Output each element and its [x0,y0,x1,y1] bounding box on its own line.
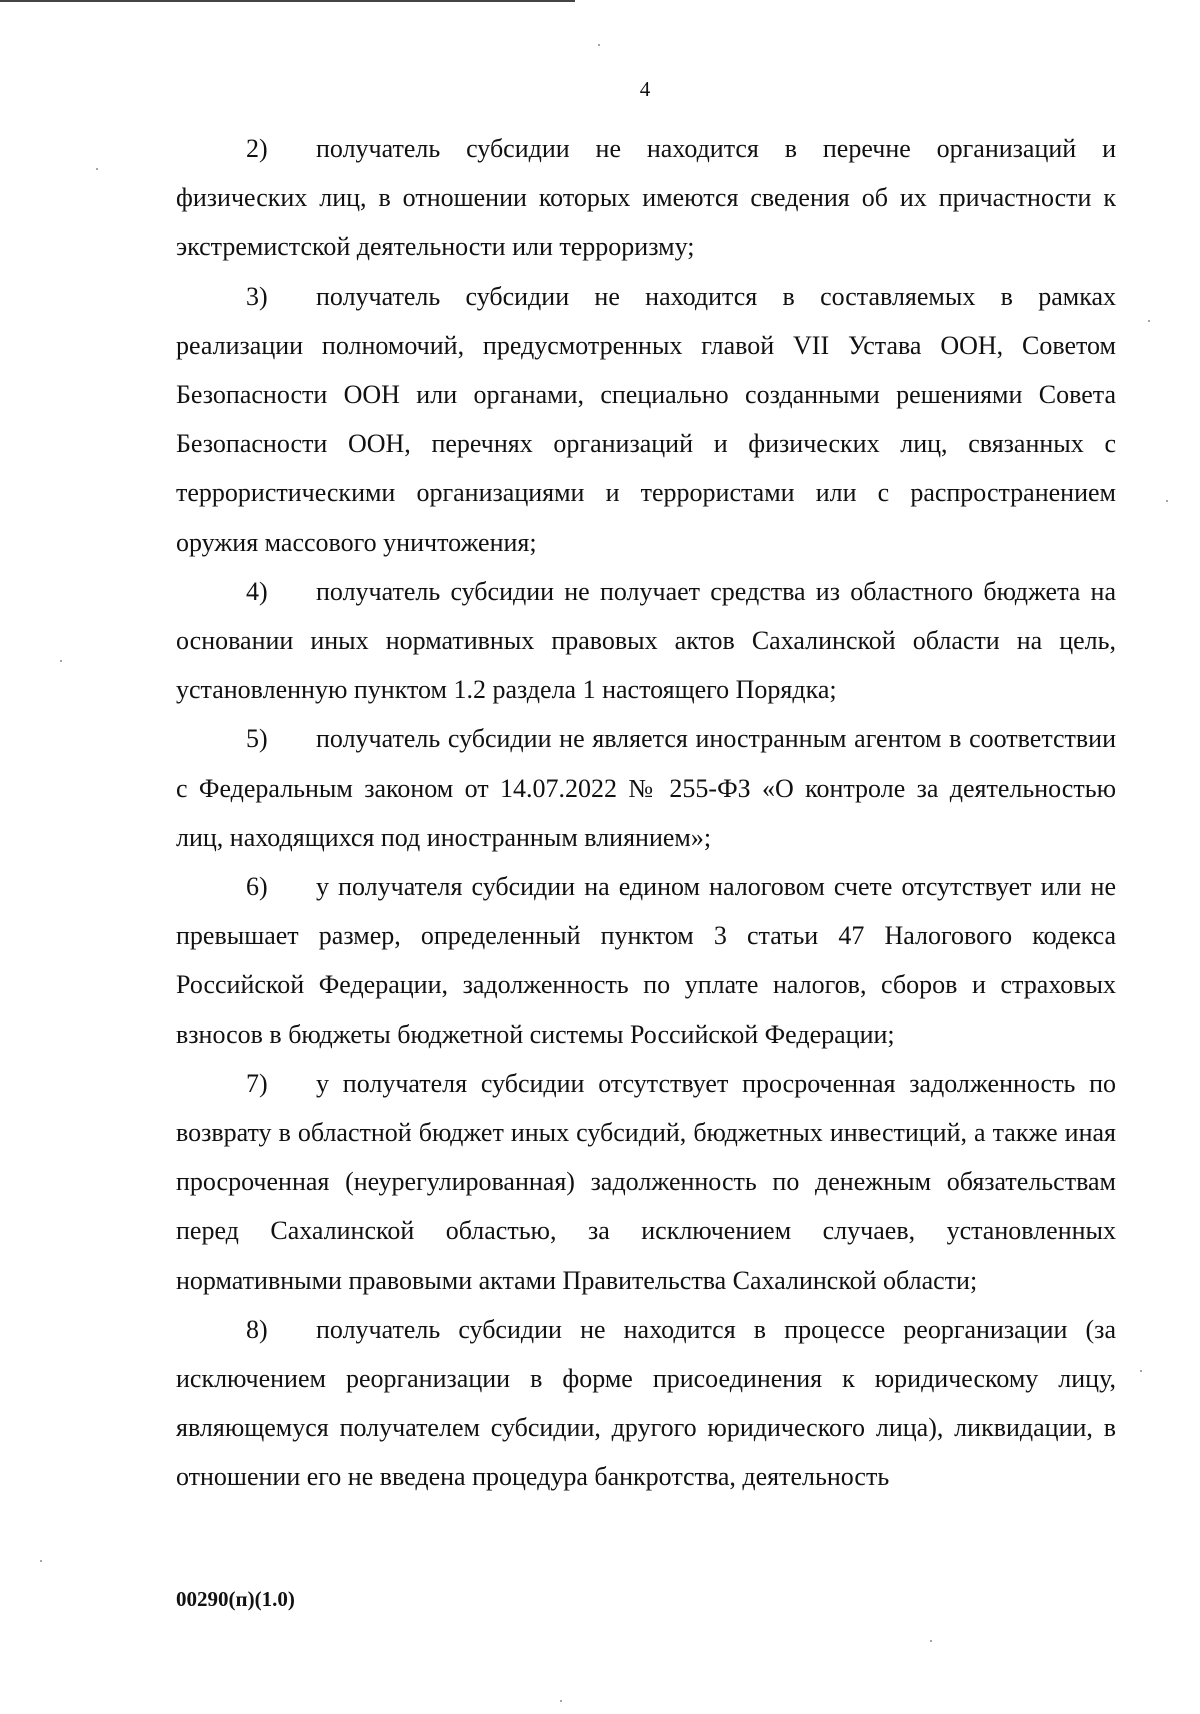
list-item-8 [176,1305,1116,1502]
scan-speck [560,1700,562,1702]
scan-top-edge-line [0,0,575,2]
scan-speck [1166,500,1168,502]
scan-speck [60,660,62,662]
list-item-text: получатель субсидии не получает средства из областного бюджета на основании иных нормативных правовых актов Сахалинской области на цель, установленную пунктом 1.2 раздела 1 настоящего Порядка; [176,576,1116,705]
document-body [176,124,1116,1502]
list-item-text: у получателя субсидии отсутствует просроченная задолженность по возврату в областной бюджет иных субсидий, бюджетных инвестиций, а также иная просроченная (неурегулированная) задолженность по денежным обязательствам перед Сахалинской областью, за исключением случаев, установленных нормативными правовыми актами Правительства Сахалинской области; [176,1068,1116,1295]
list-item-number: 4) [246,576,268,606]
list-item-5 [176,714,1116,862]
list-item-7 [176,1059,1116,1305]
list-item-number: 3) [246,281,268,311]
list-item-6 [176,862,1116,1059]
scan-speck [930,1640,932,1642]
scan-speck [40,1560,42,1562]
list-item-2 [176,124,1116,272]
scan-speck [598,44,600,46]
list-item-text: получатель субсидии не находится в процессе реорганизации (за исключением реорганизации в форме присоединения к юридическому лицу, являющемуся получателем субсидии, другого юридического лица), ликвидации, в отношении его не введена процедура банкротства, деятельность [176,1314,1116,1492]
document-code: 00290(п)(1.0) [176,1587,295,1611]
list-item-text: получатель субсидии не находится в составляемых в рамках реализации полномочий, предусмотренных главой VII Устава ООН, Советом Безопасности ООН или органами, специально созданными решениями Совета Безопасности ООН, перечнях организаций и физических лиц, связанных с террористическими организациями и террористами или с распространением оружия массового уничтожения; [176,281,1116,557]
list-item-number: 2) [246,134,268,163]
scan-speck [1148,320,1150,322]
list-item-3 [176,272,1116,567]
scan-speck [96,168,98,170]
list-item-number: 7) [246,1068,268,1098]
page-number: 4 [639,77,651,101]
list-item-number: 8) [246,1314,268,1344]
list-item-4 [176,567,1116,715]
scan-speck [1140,1370,1142,1372]
list-item-number: 5) [246,724,268,754]
list-item-text: у получателя субсидии на едином налоговом счете отсутствует или не превышает размер, определенный пунктом 3 статьи 47 Налогового кодекса Российской Федерации, задолженность по уплате налогов, сборов и страховых взносов в бюджеты бюджетной системы Российской Федерации; [176,872,1116,1049]
list-item-number: 6) [246,872,268,902]
list-item-text: получатель субсидии не является иностранным агентом в соответствии с Федеральным законом от 14.07.2022 № 255-ФЗ «О контроле за деятельностью лиц, находящихся под иностранным влиянием»; [176,724,1116,852]
list-item-text: получатель субсидии не находится в перечне организаций и физических лиц, в отношении которых имеются сведения об их причастности к экстремистской деятельности или терроризму; [176,134,1116,262]
